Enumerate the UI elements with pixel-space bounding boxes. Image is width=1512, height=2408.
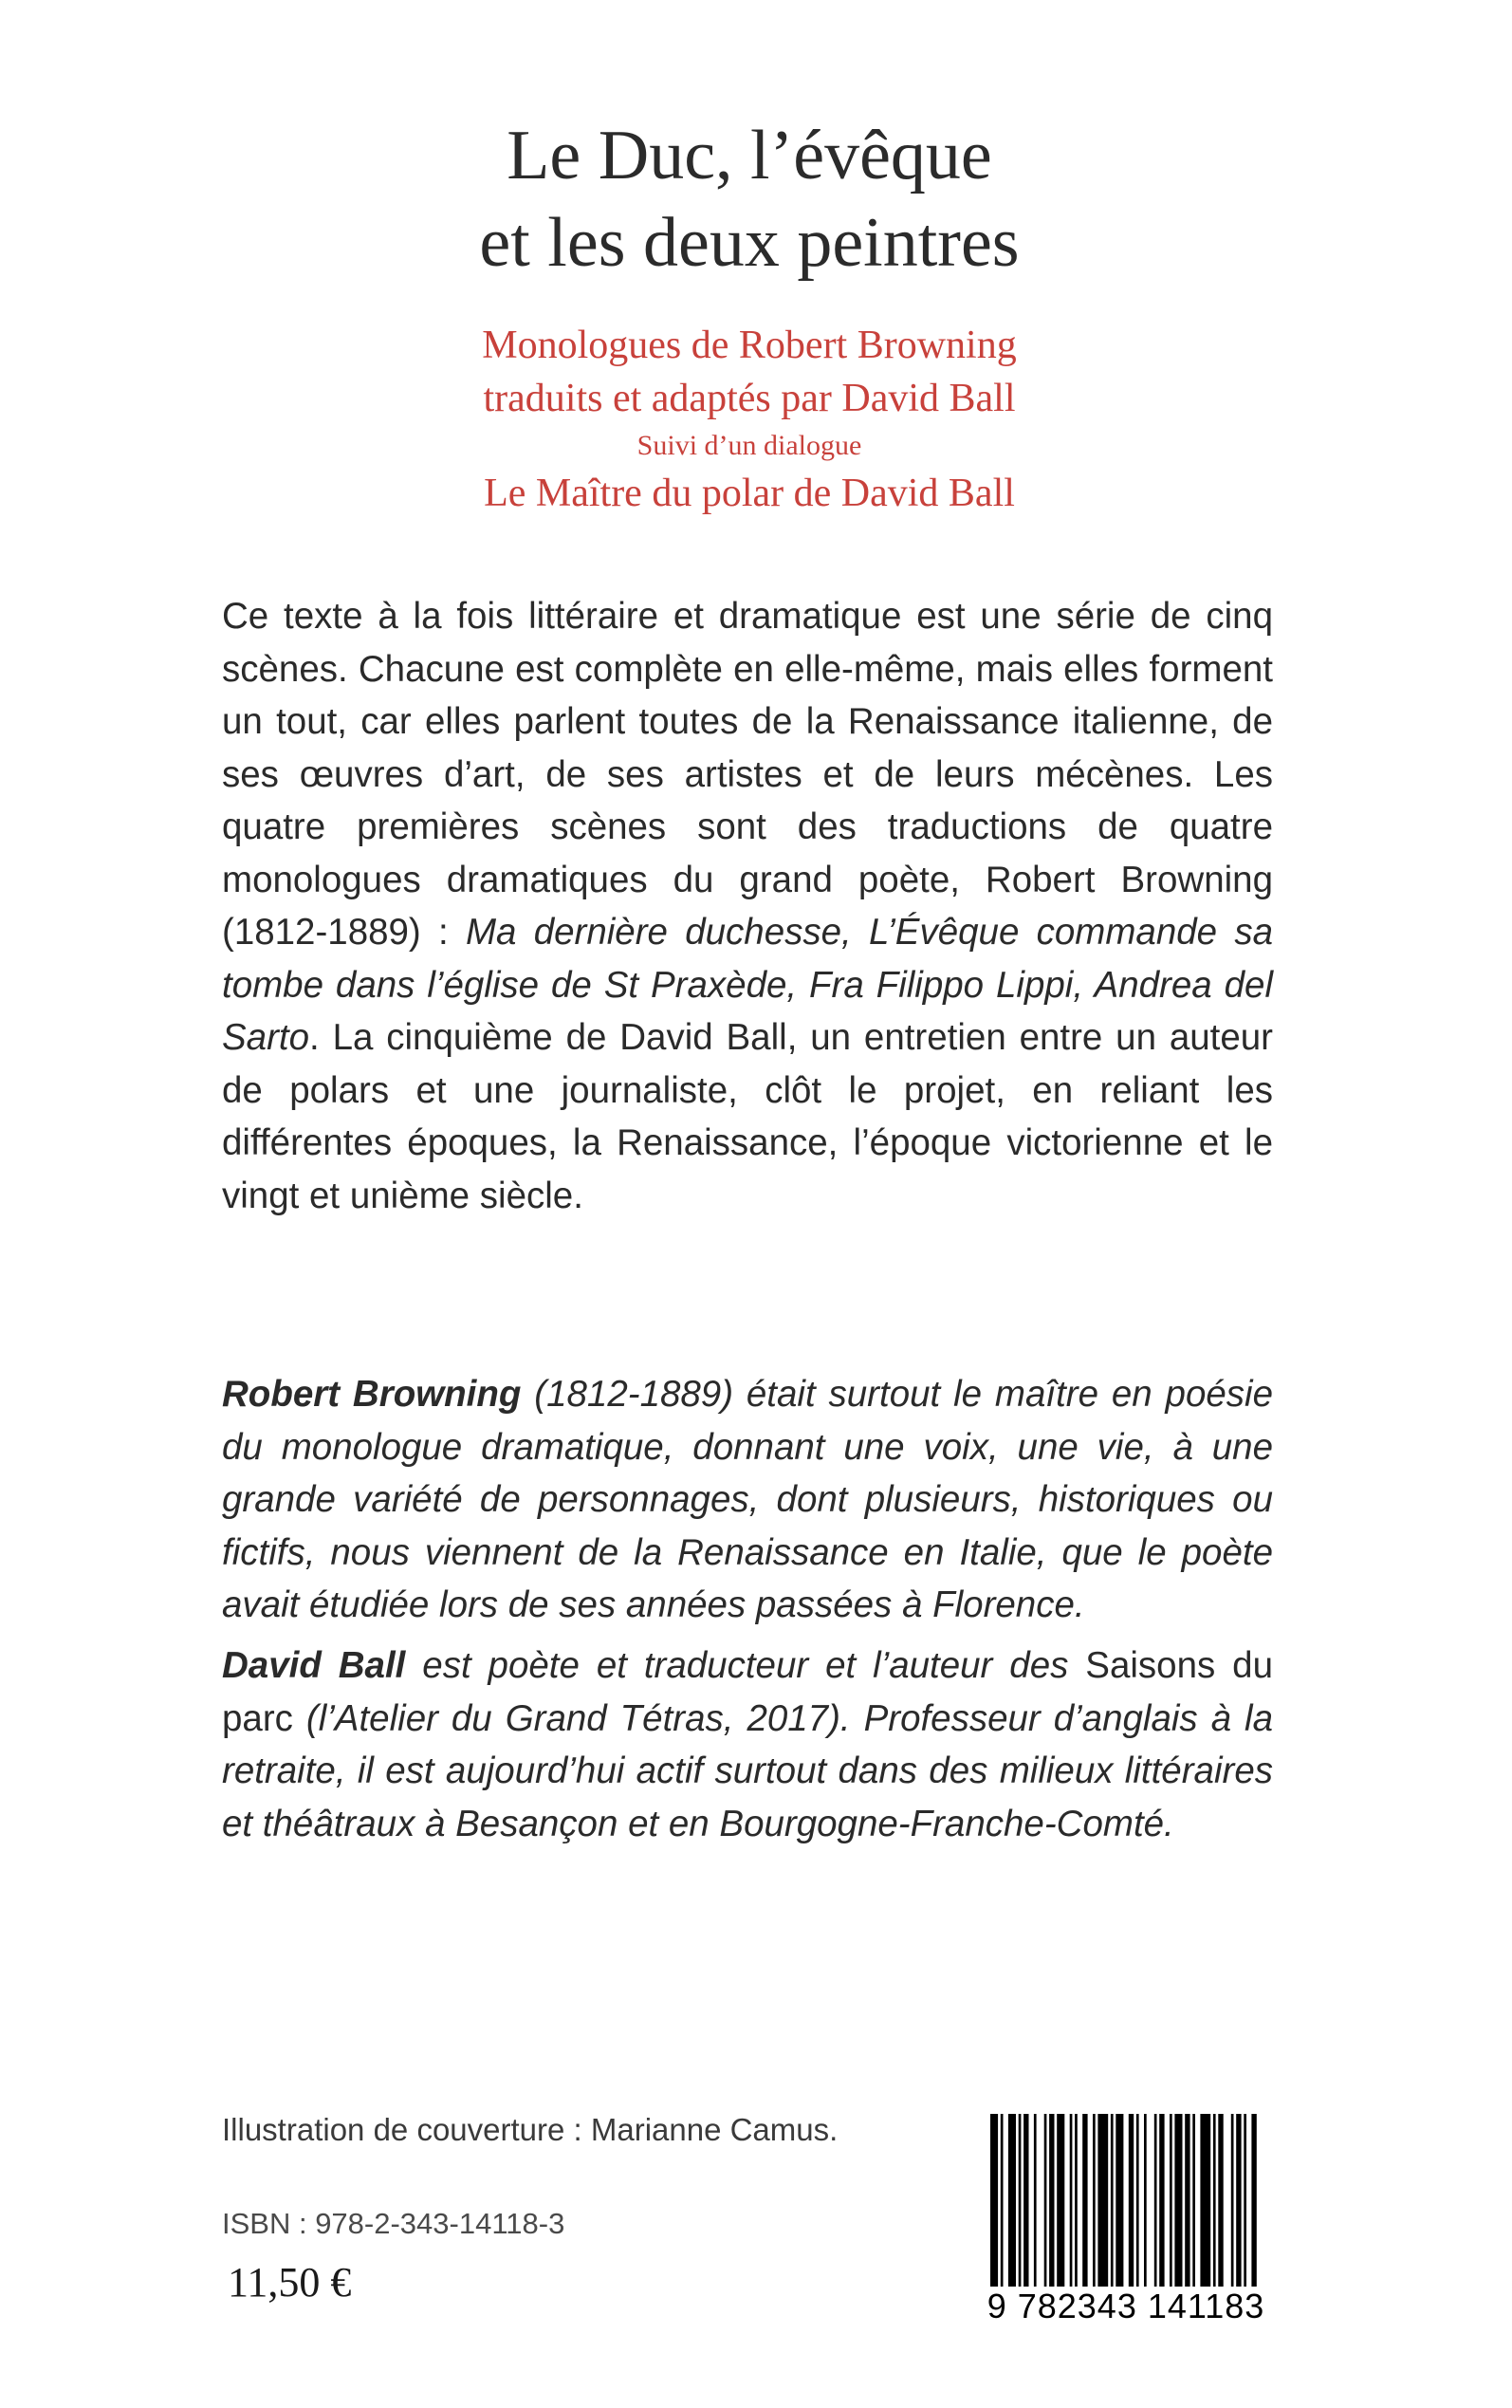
barcode-bar [1185,2114,1189,2287]
illustration-credit: Illustration de couverture : Marianne Camus. [222,2112,839,2147]
bio-ball-text-1: est poète et traducteur et l’auteur des [405,1645,1086,1686]
barcode-bar [1159,2114,1164,2287]
book-description [222,590,1273,1222]
subtitle-line-1: Monologues de Robert Browning [482,324,1017,367]
book-title-line-1: Le Duc, l’évêque [507,117,992,194]
subtitle-block [360,319,1138,520]
barcode-bar [1044,2114,1047,2287]
barcode-bar [1116,2114,1123,2287]
author-name-ball: David Ball [222,1645,406,1686]
price-label: 11,50 € [228,2259,352,2306]
author-name-browning: Robert Browning [222,1374,522,1415]
barcode-bars [985,2114,1267,2287]
description-text-1: Ce texte à la fois littéraire et dramatique est une série de cinq scènes. Chacune est complète en elle-même, mais elles forment un tout, car elles parlent toutes de la Renaissance italienne, de ses œuvres d’art, de ses artistes et de leurs mécènes. Les quatre premières scènes sont des traductions de quatre monologues dramatiques du grand poète, Robert Browning (1812-1889) : [222,596,1273,953]
barcode-bar [1144,2114,1147,2287]
barcode-bar [1200,2114,1210,2287]
book-title-line-2: et les deux peintres [479,204,1020,282]
barcode-bar [1111,2114,1114,2287]
barcode-bar [1170,2114,1172,2287]
barcode-bar [1218,2114,1223,2287]
subtitle-small: Suivi d’un dialogue [636,430,862,461]
barcode-bar [1097,2114,1108,2287]
barcode-bar [1231,2114,1234,2287]
barcode-bar [1070,2114,1073,2287]
barcode-bar [1001,2114,1004,2287]
barcode-bar [1174,2114,1182,2287]
author-bio-browning [222,1368,1273,1632]
barcode-bar [1129,2114,1134,2287]
barcode-bar [1082,2114,1087,2287]
subtitle-line-2: traduits et adaptés par David Ball [483,377,1016,420]
barcode [985,2114,1267,2326]
barcode-bar [990,2114,998,2287]
barcode-bar [1236,2114,1241,2287]
barcode-bar [1034,2114,1037,2287]
bio-browning-text: (1812-1889) était surtout le maître en poésie du monologue dramatique, donnant une voix, une vie, à une grande variété de personnages, dont plusieurs, historiques ou fictifs, nous viennent de la Renaissance en Italie, que le poète avait étudiée lors de ses années passées à Florence. [222,1374,1274,1625]
description-text-2: . La cinquième de David Ball, un entretien entre un auteur de polars et une journaliste, clôt le projet, en reliant les différentes époques, la Renaissance, l’époque victorienne et le vingt et unième siècle. [222,1017,1273,1216]
barcode-bar [1008,2114,1016,2287]
bio-ball-text-2: (l’Atelier du Grand Tétras, 2017). Professeur d’anglais à la retraite, il est aujourd’hui actif surtout dans des milieux littéraires et théâtraux à Besançon et en Bourgogne-Franche-Comté. [222,1697,1273,1844]
barcode-bar [1136,2114,1139,2287]
isbn-label: ISBN : 978-2-343-14118-3 [222,2207,565,2240]
barcode-bar [1075,2114,1078,2287]
bio-ball-book-title: Saisons du parc [222,1645,1273,1739]
barcode-bar [1244,2114,1246,2287]
barcode-bar [1019,2114,1022,2287]
description-works-italic: Ma dernière duchesse, L’Évêque commande sa tombe dans l’église de St Praxède, Fra Filippo Lippi, Andrea del Sarto [222,912,1273,1058]
title-block [360,112,1138,520]
barcode-digits: 9 782343 141183 [986,2287,1265,2325]
barcode-bar [1251,2114,1256,2287]
subtitle-line-3: Le Maître du polar de David Ball [484,472,1015,515]
author-bio-ball [222,1639,1273,1850]
barcode-bar [1049,2114,1054,2287]
barcode-bar [1057,2114,1064,2287]
barcode-bar [1093,2114,1096,2287]
barcode-bar [1213,2114,1216,2287]
barcode-bar [1192,2114,1195,2287]
barcode-bar [1154,2114,1157,2287]
barcode-bar [1023,2114,1028,2287]
